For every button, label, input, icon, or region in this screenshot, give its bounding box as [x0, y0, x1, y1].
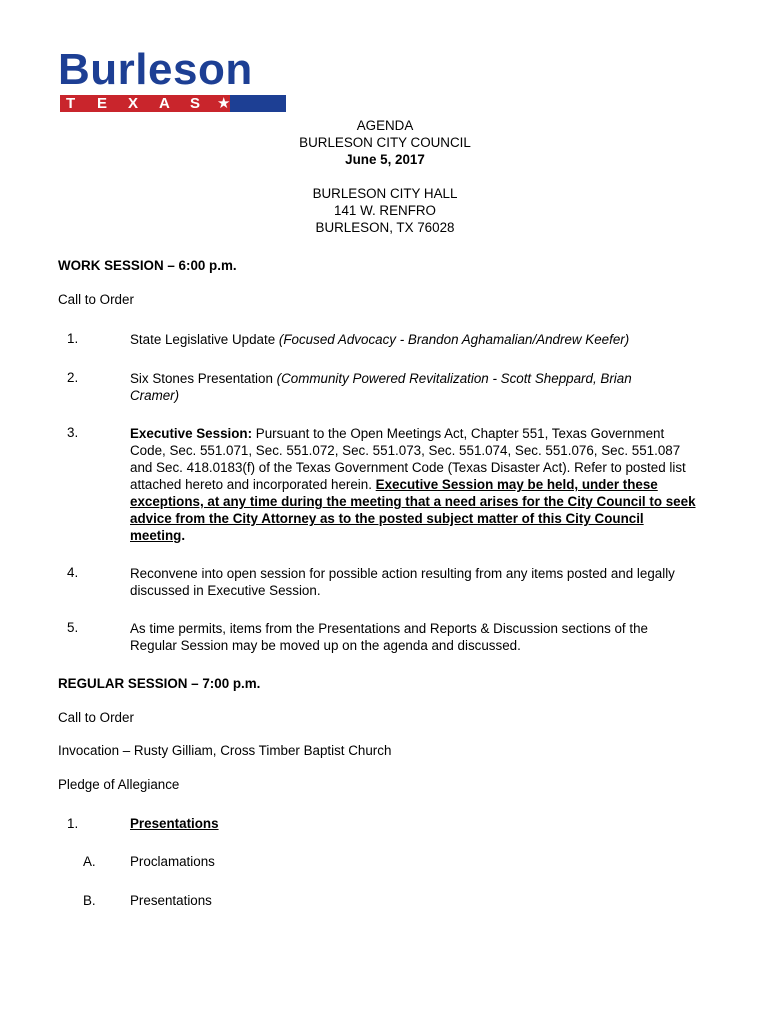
item-number: 2. — [67, 370, 79, 385]
item-presenter: (Community Powered Revitalization - Scott Sheppard, Brian Cramer) — [130, 371, 632, 403]
item-text — [130, 331, 710, 348]
work-session-heading: WORK SESSION – 6:00 p.m. — [58, 258, 237, 273]
burleson-logo — [58, 45, 290, 116]
logo-letter: A — [159, 95, 170, 112]
venue-street: 141 W. RENFRO — [334, 203, 436, 218]
item-title: State Legislative Update — [130, 332, 279, 347]
item-number: 1. — [67, 816, 79, 831]
item-title: Six Stones Presentation — [130, 371, 277, 386]
item-number: 3. — [67, 425, 79, 440]
agenda-title: AGENDA — [356, 118, 414, 133]
invocation: Invocation – Rusty Gilliam, Cross Timber Baptist Church — [58, 743, 392, 758]
star-icon: ★ — [217, 95, 231, 112]
logo-blue-band — [230, 95, 286, 112]
pledge: Pledge of Allegiance — [58, 777, 180, 792]
item-text: As time permits, items from the Presentations and Reports & Discussion sections of the Regular Session may be moved up on the agenda and discussed. — [130, 621, 648, 653]
item-number: 1. — [67, 331, 79, 346]
council-name: BURLESON CITY COUNCIL — [299, 135, 471, 150]
work-call-to-order: Call to Order — [58, 292, 134, 307]
item-text: Reconvene into open session for possible action resulting from any items posted and legally discussed in Executive Session. — [130, 566, 675, 598]
item-number: 4. — [67, 565, 79, 580]
venue-city: BURLESON, TX 76028 — [315, 220, 455, 235]
venue-name: BURLESON CITY HALL — [312, 186, 458, 201]
sub-item-text: Proclamations — [130, 854, 215, 869]
executive-session-text: Pursuant to the Open Meetings Act, Chapter 551, Texas Government Code, Sec. 551.071, Sec. 551.072, Sec. 551.073, Sec. 551.074, Sec. 551.076, Sec. 551.087 and Sec. 418.0183(f) of the Texas Government Code (Texas Disaster Act). Refer to posted list attached hereto and incorporated herein. — [130, 426, 686, 492]
notice-period: . — [181, 528, 186, 543]
logo-letter: E — [97, 95, 108, 112]
item-text — [130, 425, 700, 544]
presentations-heading: Presentations — [130, 816, 219, 831]
regular-call-to-order: Call to Order — [58, 710, 134, 725]
sub-item-letter: B. — [83, 893, 96, 908]
sub-item-text: Presentations — [130, 893, 212, 908]
sub-item-letter: A. — [83, 854, 96, 869]
regular-session-heading: REGULAR SESSION – 7:00 p.m. — [58, 676, 261, 691]
item-text — [130, 370, 660, 404]
logo-texas-bar — [60, 95, 286, 112]
executive-session-label: Executive Session: — [130, 426, 253, 441]
item-number: 5. — [67, 620, 79, 635]
logo-red-band — [60, 95, 230, 112]
logo-letter: S — [190, 95, 201, 112]
executive-session-notice: Executive Session may be held, under these exceptions, at any time during the meeting that a need arises for the City Council to seek advice from the City Attorney as to the posted subject matter of this City Council meeting — [130, 477, 696, 543]
logo-wordmark: Burleson — [58, 45, 253, 94]
logo-letter: T — [66, 95, 76, 112]
logo-letter: X — [128, 95, 139, 112]
meeting-date: June 5, 2017 — [345, 152, 425, 167]
item-presenter: (Focused Advocacy - Brandon Aghamalian/Andrew Keefer) — [278, 332, 630, 347]
